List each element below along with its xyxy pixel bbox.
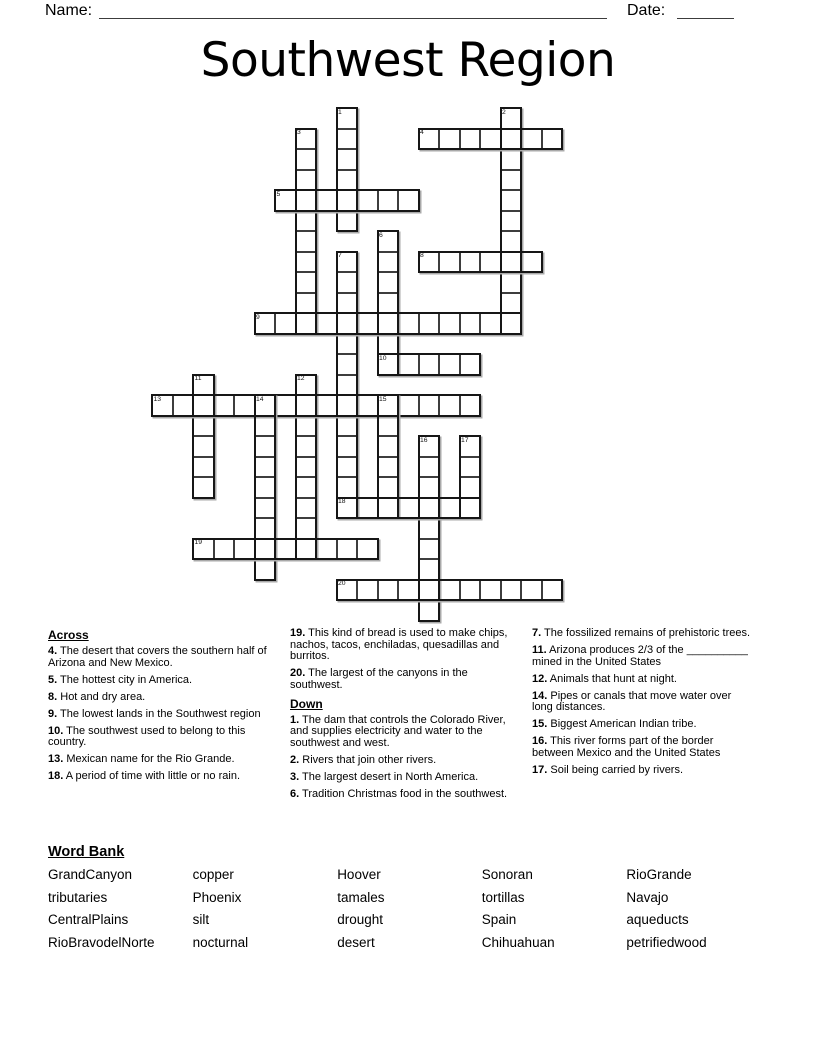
cell-number: 5	[276, 190, 281, 198]
word-outline-1-down	[336, 107, 359, 232]
clue-across-20	[290, 668, 510, 691]
word-bank-item: tributaries	[48, 889, 108, 905]
cell-number: 17	[461, 436, 469, 444]
word-outline-19-across	[192, 538, 379, 561]
clue-number: 19.	[290, 627, 306, 639]
word-bank-item: aqueducts	[626, 912, 689, 928]
clue-text: The lowest lands in the Southwest region	[60, 707, 261, 720]
clue-down-6	[290, 789, 510, 801]
clue-text: Pipes or canals that move water over long distances.	[532, 689, 732, 713]
clue-down-14	[532, 691, 752, 714]
clue-number: 8.	[48, 690, 58, 703]
word-bank-item: Navajo	[626, 889, 669, 905]
clue-down-16	[532, 736, 752, 759]
word-outline-7-down	[336, 251, 359, 520]
word-bank-list	[48, 868, 772, 950]
word-bank-item: RioBravodelNorte	[48, 934, 155, 950]
clue-down-15	[532, 719, 752, 731]
clues-column-3	[532, 628, 752, 806]
word-outline-20-across	[336, 579, 564, 602]
clue-text: Hot and dry area.	[60, 690, 146, 703]
word-bank-item: RioGrande	[626, 867, 692, 882]
clue-text: Biggest American Indian tribe.	[550, 718, 697, 730]
clue-number: 4.	[48, 645, 58, 657]
word-outline-13-across	[151, 394, 481, 417]
clue-number: 3.	[290, 770, 300, 783]
clue-number: 12.	[532, 672, 548, 685]
clue-text: Soil being carried by rivers.	[550, 763, 684, 776]
clue-text: This kind of bread is used to make chips, nachos, tacos, enchiladas, quesadillas and burritos.	[290, 627, 508, 662]
clue-across-13	[48, 754, 268, 766]
clue-number: 13.	[48, 753, 64, 765]
clue-text: Tradition Christmas food in the southwest.	[302, 787, 508, 800]
clues-section	[48, 628, 768, 806]
word-bank-item: Phoenix	[192, 889, 242, 905]
clue-down-3	[290, 772, 510, 784]
word-outline-10-across	[377, 353, 482, 376]
clue-text: Mexican name for the Rio Grande.	[66, 753, 235, 765]
across-clues-list	[48, 646, 268, 783]
word-bank-item: Chihuahuan	[481, 934, 555, 950]
cell-number: 11	[194, 375, 202, 382]
word-bank-item: nocturnal	[192, 934, 249, 950]
clue-text: The southwest used to belong to this country.	[48, 724, 246, 748]
cell-number: 9	[256, 313, 260, 321]
down-heading: Down	[290, 696, 323, 711]
clue-number: 10.	[48, 724, 64, 737]
cell-number: 8	[420, 252, 424, 259]
clue-text: The hottest city in America.	[60, 673, 193, 686]
clue-text: This river forms part of the border between Mexico and the United States	[532, 735, 721, 759]
word-bank-item: silt	[192, 912, 210, 928]
page-title: Southwest Region	[200, 33, 616, 88]
clue-number: 2.	[290, 753, 300, 766]
word-outline-11-down	[192, 374, 215, 499]
cell-number: 10	[379, 354, 387, 362]
clue-number: 1.	[290, 713, 300, 726]
cell-number: 6	[379, 231, 383, 239]
clue-text: The largest desert in North America.	[302, 770, 479, 783]
clue-text: The largest of the canyons in the southwest.	[290, 667, 468, 691]
word-bank-item: desert	[337, 934, 375, 950]
clue-number: 17.	[532, 763, 548, 776]
clue-down-1	[290, 715, 510, 750]
clue-across-10	[48, 726, 268, 749]
cell-number: 13	[153, 395, 162, 403]
clue-number: 15.	[532, 718, 548, 730]
word-bank-item: CentralPlains	[48, 912, 129, 928]
clues-column-1	[48, 628, 268, 806]
clue-across-4	[48, 646, 268, 669]
clue-number: 16.	[532, 735, 548, 747]
word-bank-item: Spain	[481, 912, 517, 928]
name-label: Name:	[45, 2, 93, 19]
cell-number: 7	[338, 252, 342, 259]
cell-number: 12	[297, 375, 305, 382]
cell-number: 15	[379, 395, 387, 403]
word-bank-item: GrandCanyon	[48, 867, 133, 882]
clue-number: 5.	[48, 673, 58, 686]
word-bank-item: Hoover	[337, 867, 381, 882]
word-bank-item: Sonoran	[481, 867, 533, 882]
clue-text: The desert that covers the southern half of Arizona and New Mexico.	[48, 645, 267, 669]
down-clues-list-continued	[532, 628, 752, 776]
clue-text: The fossilized remains of prehistoric trees.	[544, 627, 751, 639]
crossword-grid	[152, 108, 564, 622]
cell-number: 1	[338, 108, 342, 116]
clue-number: 9.	[48, 707, 58, 720]
word-outline-4-across	[418, 128, 564, 151]
clues-column-2	[290, 628, 510, 806]
clue-across-19	[290, 628, 510, 663]
across-heading: Across	[48, 628, 89, 642]
clue-text: Animals that hunt at night.	[549, 672, 677, 685]
clue-text: The dam that controls the Colorado River, and supplies electricity and water to the southwest and west.	[290, 713, 506, 749]
cell-number: 14	[256, 395, 264, 403]
cell-number: 19	[194, 539, 203, 546]
clue-number: 6.	[290, 787, 300, 800]
clue-text: Rivers that join other rivers.	[302, 753, 437, 766]
cell-number: 16	[420, 436, 428, 444]
clue-down-17	[532, 765, 752, 777]
date-label: Date:	[627, 2, 666, 19]
clue-number: 20.	[290, 667, 306, 679]
clue-across-18	[48, 771, 268, 783]
clue-across-8	[48, 692, 268, 704]
word-bank-section	[48, 844, 772, 950]
word-outline-8-across	[418, 251, 543, 274]
clue-down-7	[532, 628, 752, 640]
name-fill-line[interactable]	[99, 17, 607, 19]
word-outline-3-down	[295, 128, 318, 335]
clue-number: 7.	[532, 627, 542, 639]
date-fill-line[interactable]	[677, 17, 734, 19]
word-bank-item: copper	[192, 867, 234, 882]
clue-across-5	[48, 675, 268, 687]
word-bank-item: tortillas	[481, 889, 525, 905]
cell-number: 18	[338, 498, 346, 505]
cell-number: 2	[502, 108, 506, 116]
clue-down-2	[290, 755, 510, 767]
cell-number: 20	[338, 580, 346, 587]
cell-number: 4	[420, 129, 424, 136]
word-outline-18-across	[336, 497, 482, 520]
clue-text: A period of time with little or no rain.	[65, 770, 240, 782]
clue-number: 18.	[48, 770, 64, 782]
word-outline-5-across	[274, 189, 420, 212]
clue-text: Arizona produces 2/3 of the __________ mined in the United States	[532, 644, 748, 668]
word-outline-9-across	[254, 312, 523, 335]
clue-number: 11.	[532, 644, 547, 656]
clue-number: 14.	[532, 689, 548, 702]
across-clues-list-continued	[290, 628, 510, 691]
word-bank-heading: Word Bank	[48, 844, 125, 860]
clue-down-11	[532, 645, 752, 668]
down-clues-list	[290, 715, 510, 801]
word-bank-item: tamales	[337, 889, 385, 905]
word-bank-item: drought	[337, 912, 383, 928]
clue-across-9	[48, 709, 268, 721]
clue-down-12	[532, 674, 752, 686]
word-bank-item: petrifiedwood	[626, 934, 707, 950]
cell-number: 3	[297, 129, 301, 136]
